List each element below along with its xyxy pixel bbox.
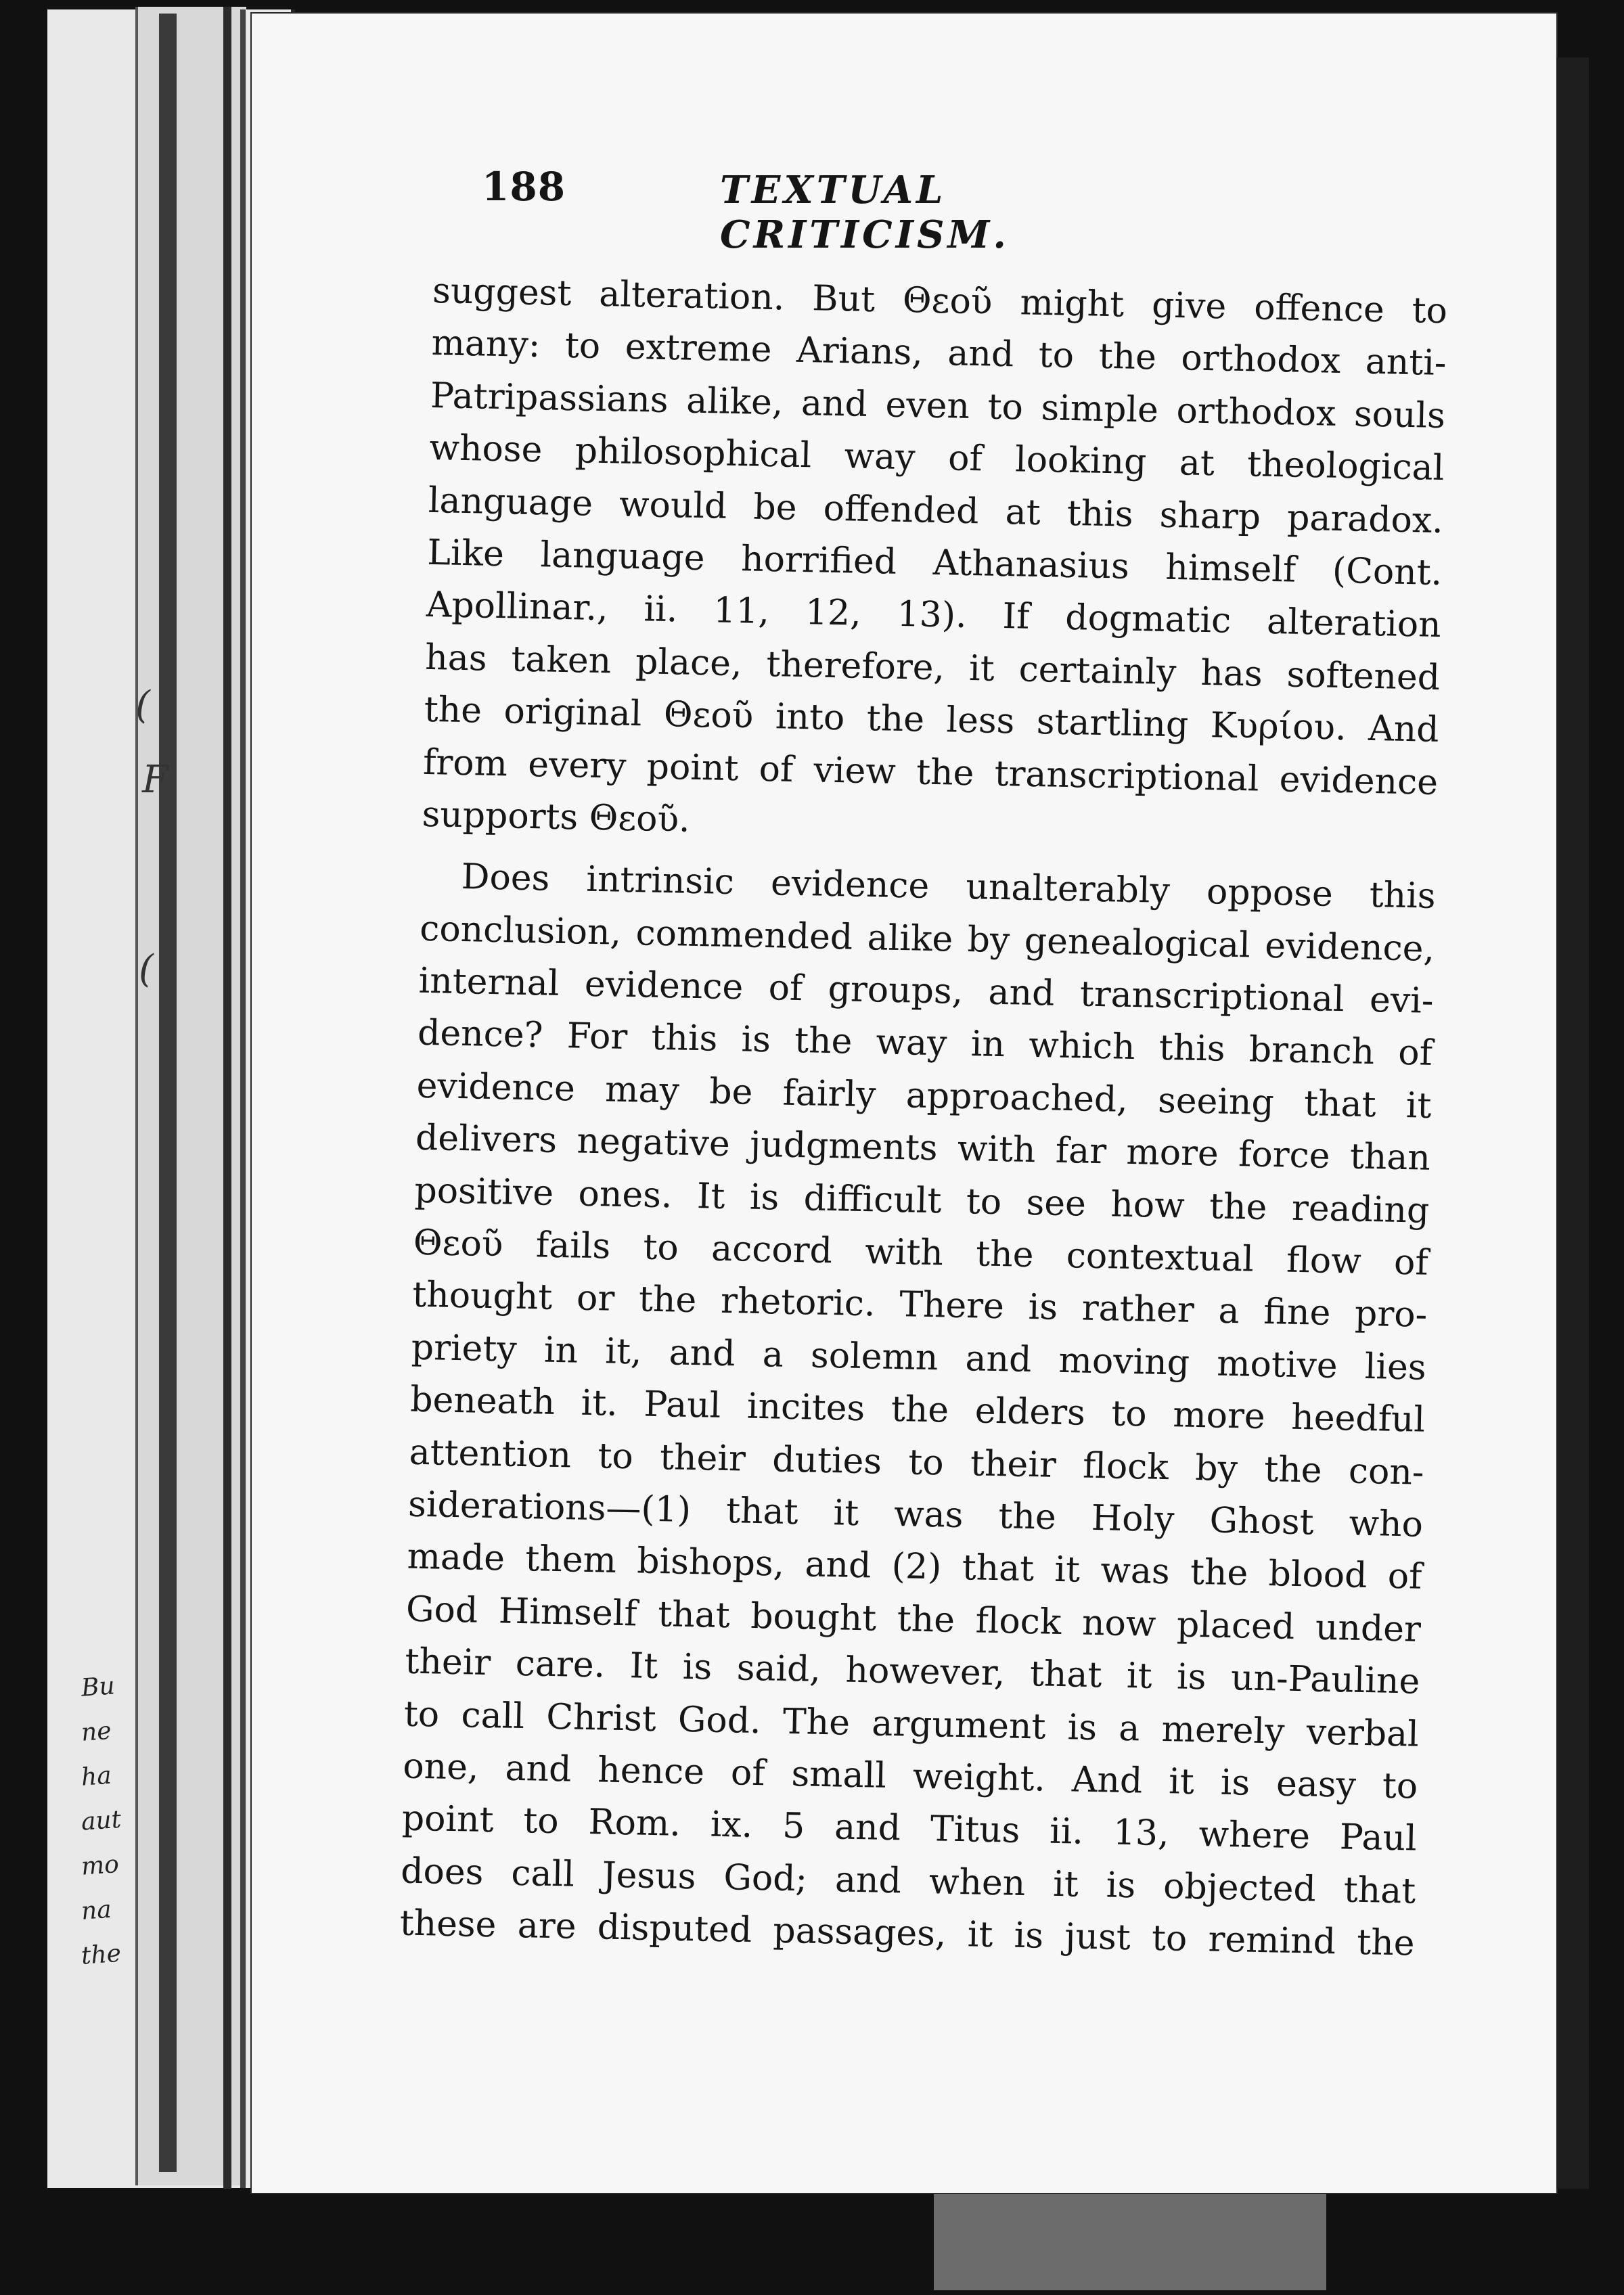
text-line: suggest alteration. But Θεοῦ might give offence to	[432, 270, 1448, 332]
margin-note: the	[80, 1939, 122, 1970]
text-line: language would be offended at this sharp paradox.	[428, 480, 1444, 541]
text-line: point to Rom. ix. 5 and Titus ii. 13, where Paul	[401, 1798, 1418, 1859]
text-line: Like language horrified Athanasius himself (Cont.	[426, 532, 1443, 593]
text-line: one, and hence of small weight. And it is easy to	[402, 1746, 1418, 1807]
margin-note: aut	[80, 1805, 122, 1836]
text-line: beneath it. Paul incites the elders to more heedful	[409, 1379, 1426, 1440]
page-edge-shadow	[223, 7, 231, 2189]
paragraph-1	[422, 265, 1448, 861]
body-text	[399, 265, 1448, 1970]
text-line: has taken place, therefore, it certainly has softened	[424, 637, 1441, 698]
margin-note: mo	[80, 1850, 120, 1881]
text-line: many: to extreme Arians, and to the orthodox anti-	[431, 323, 1447, 384]
margin-note: ha	[80, 1761, 113, 1792]
margin-pencil-mark: (	[135, 683, 150, 727]
page-bottom-shadow	[934, 2182, 1326, 2290]
margin-pencil-mark: (	[139, 947, 154, 991]
margin-pencil-mark: F	[142, 758, 168, 802]
text-line: delivers negative judgments with far more force than	[415, 1117, 1431, 1179]
text-line: Apollinar., ii. 11, 12, 13). If dogmatic alteration	[426, 585, 1442, 646]
paragraph-2	[399, 850, 1436, 1970]
text-line: whose philosophical way of looking at theological	[428, 428, 1445, 489]
text-line: does call Jesus God; and when it is objected that	[400, 1850, 1416, 1912]
text-line: evidence may be fairly approached, seeing that it	[416, 1065, 1432, 1127]
text-line: to call Christ God. The argument is a merely verbal	[403, 1694, 1420, 1755]
binding-shadow	[1556, 58, 1589, 2189]
text-line: Does intrinsic evidence unalterably oppose this	[461, 857, 1437, 917]
text-line: thought or the rhetoric. There is rather a fine pro-	[411, 1275, 1428, 1336]
text-line: made them bishops, and (2) that it was the blood of	[407, 1536, 1422, 1598]
margin-note: Bu	[80, 1672, 116, 1702]
text-line: Θεοῦ fails to accord with the contextual flow of	[413, 1222, 1429, 1283]
text-line: their care. It is said, however, that it is un-Pauline	[404, 1641, 1420, 1702]
text-line: the original Θεοῦ into the less startling Κυρίου. And	[424, 689, 1440, 751]
page-edge-shadow	[240, 9, 246, 2188]
text-line: priety in it, and a solemn and moving motive lies	[411, 1327, 1427, 1388]
page-edge-shadow	[159, 14, 177, 2172]
margin-note: ne	[80, 1717, 112, 1747]
page-header	[482, 164, 1240, 257]
text-line: siderations—(1) that it was the Holy Ghost who	[407, 1484, 1424, 1545]
text-line: supports Θεοῦ.	[422, 794, 691, 840]
page-number: 188	[482, 164, 566, 210]
text-line: positive ones. It is difficult to see how the reading	[413, 1170, 1430, 1231]
text-line: Patripassians alike, and even to simple orthodox souls	[430, 375, 1446, 436]
text-line: God Himself that bought the flock now placed under	[405, 1589, 1422, 1650]
text-line: attention to their duties to their flock by the con-	[409, 1432, 1425, 1493]
text-line: from every point of view the transcriptional evidence	[422, 742, 1439, 803]
text-line: conclusion, commended alike by genealogical evidence,	[419, 908, 1435, 970]
margin-notes	[81, 1664, 135, 1977]
text-line: these are disputed passages, it is just to remind the	[399, 1903, 1416, 1964]
margin-note: na	[80, 1895, 113, 1926]
running-head: TEXTUAL CRITICISM.	[720, 168, 1010, 257]
text-line: dence? For this is the way in which this branch of	[417, 1013, 1433, 1074]
text-line: internal evidence of groups, and transcriptional evi-	[418, 960, 1435, 1022]
